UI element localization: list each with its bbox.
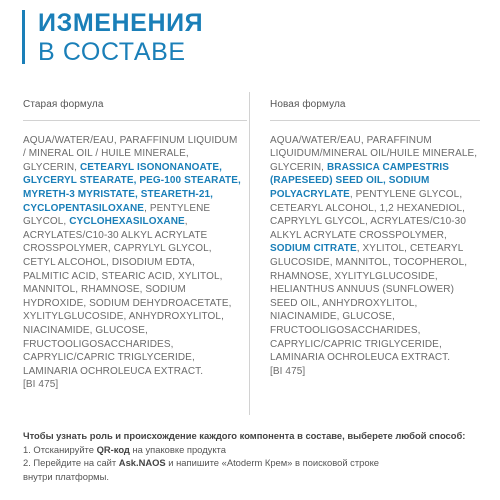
- old-formula-heading: Старая формула: [23, 99, 104, 110]
- ingredient-text: , PENTYLENE GLYCOL, CETEARYL ALCOHOL, 1,2 HEXANEDIOL, CAPRYLYL GLYCOL, ACRYLATES/C10-30 ALKYL ACRYLATE CROSSPOLYMER,: [270, 188, 466, 241]
- column-divider: [249, 92, 250, 415]
- qr-code-label: QR-код: [96, 443, 130, 455]
- ingredient-text: AQUA/WATER/EAU, PARAFFINUM LIQUIDUM/MINERAL OIL/HUILE MINERALE, GLYCERIN,: [270, 134, 478, 173]
- new-formula-code: [BI 475]: [270, 365, 306, 377]
- accent-bar: [22, 10, 25, 64]
- title-line-1: ИЗМЕНЕНИЯ: [38, 9, 204, 37]
- step-2-prefix: 2. Перейдите на сайт: [23, 457, 119, 469]
- changed-ingredient: BRASSICA CAMPESTRIS (RAPESEED) SEED OIL, SODIUM POLYACRYLATE: [270, 161, 450, 200]
- instruction-step-2-line-2: внутри платформы.: [23, 470, 109, 482]
- ingredient-text: AQUA/WATER/EAU, PARAFFINUM LIQUIDUM / MINERAL OIL / HUILE MINERALE, GLYCERIN,: [23, 134, 238, 173]
- old-formula-code: [BI 475]: [23, 379, 59, 391]
- ingredient-text: , XYLITOL, CETEARYL GLUCOSIDE, MANNITOL, TOCOPHEROL, RHAMNOSE, XYLITYLGLUCOSIDE, HELIANTHUS ANNUUS (SUNFLOWER) SEED OIL, ANHYDROXYLITOL, NIACINAMIDE, GLUCOSE, FRUCTOOLIGOSACCHARIDES, CAPRYLIC/CAPRIC TRIGLYCERIDE, LAMINARIA OCHROLEUCA EXTRACT.: [270, 243, 468, 364]
- page-title: [38, 9, 203, 67]
- title-line-2: В СОСТАВЕ: [38, 38, 186, 66]
- instructions-question: Чтобы узнать роль и происхождение каждого компонента в составе, выберете любой способ:: [23, 430, 466, 441]
- old-formula-column: [23, 98, 241, 392]
- instructions: [23, 429, 483, 483]
- old-formula-rule: [23, 120, 247, 121]
- ingredient-text: , PENTYLENE GLYCOL,: [23, 202, 211, 228]
- new-formula-ingredients: [270, 134, 480, 365]
- instruction-step-2: [23, 456, 483, 470]
- new-formula-heading: Новая формула: [270, 99, 346, 110]
- changed-ingredient: CYCLOHEXASILOXANE: [69, 216, 185, 228]
- ask-naos-label: Ask.NAOS: [118, 457, 166, 469]
- new-formula-column: [270, 98, 480, 378]
- step-2-suffix: и напишите «Atoderm Крем» в поисковой строке: [165, 457, 379, 469]
- instruction-step-1: [23, 443, 483, 457]
- step-1-prefix: 1. Отсканируйте: [23, 443, 97, 455]
- step-1-suffix: на упаковке продукта: [129, 443, 226, 455]
- old-formula-ingredients: [23, 134, 241, 379]
- new-formula-rule: [270, 120, 480, 121]
- changed-ingredient: SODIUM CITRATE: [270, 243, 357, 255]
- changed-ingredient: CETEARYL ISONONANOATE, GLYCERYL STEARATE, PEG-100 STEARATE, MYRETH-3 MYRISTATE, STEARETH-21, CYCLOPENTASILOXANE: [23, 161, 241, 214]
- ingredient-text: , ACRYLATES/C10-30 ALKYL ACRYLATE CROSSPOLYMER, CAPRYLYL GLYCOL, CETYL ALCOHOL, DISODIUM EDTA, PALMITIC ACID, STEARIC ACID, XYLITOL, MANNITOL, RHAMNOSE, SODIUM HYDROXIDE, SODIUM DEHYDROACETATE, XYLITYLGLUCOSIDE, ANHYDROXYLITOL, NIACINAMIDE, GLUCOSE, FRUCTOOLIGOSACCHARIDES, CAPRYLIC/CAPRIC TRIGLYCERIDE, LAMINARIA OCHROLEUCA EXTRACT.: [23, 216, 232, 377]
